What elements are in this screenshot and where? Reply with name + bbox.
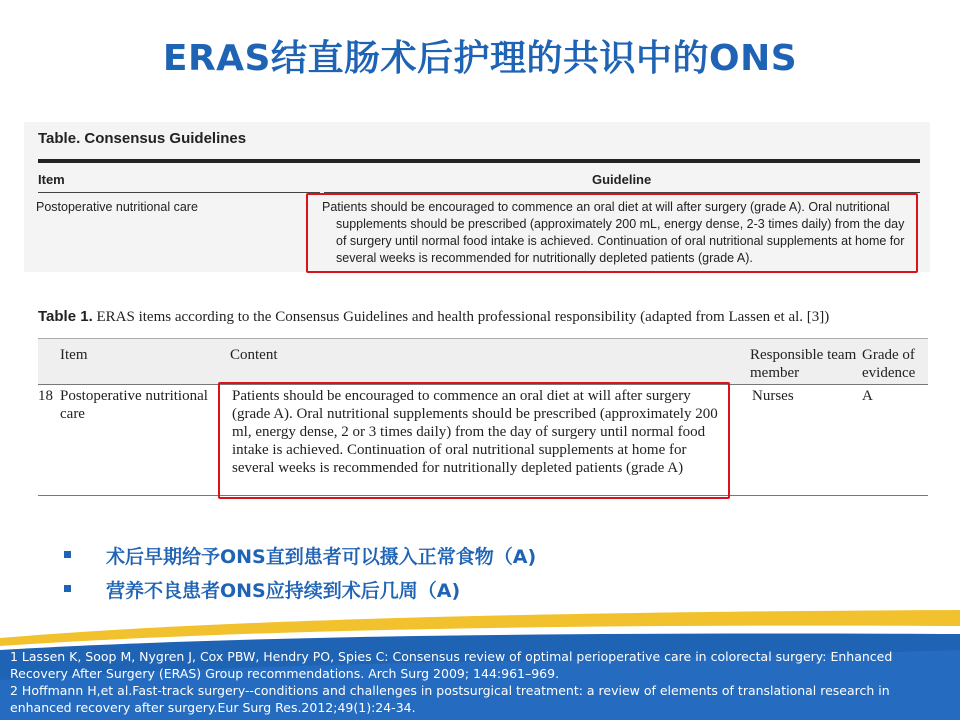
eras-table-caption — [38, 308, 938, 326]
highlight-box — [218, 382, 730, 499]
bullet-text: 术后早期给予ONS直到患者可以摄入正常食物（A) — [106, 546, 537, 568]
eras-row-responsible: Nurses — [752, 388, 794, 404]
consensus-row-item: Postoperative nutritional care — [36, 200, 198, 214]
eras-table-caption-label: Table 1. — [38, 308, 93, 325]
eras-header-content: Content — [230, 347, 278, 363]
slide-title: ERAS结直肠术后护理的共识中的ONS — [162, 38, 798, 79]
references — [10, 648, 910, 716]
consensus-table-caption: Table. Consensus Guidelines — [38, 130, 247, 147]
eras-table-caption-text: ERAS items according to the Consensus Guidelines and health professional responsibility (adapted from Lassen et al. [3]) — [92, 309, 830, 325]
eras-row-number: 18 — [38, 388, 53, 404]
eras-row-grade: A — [862, 388, 873, 404]
consensus-row-guideline: Patients should be encouraged to commence an oral diet at will after surgery (grade A). Oral nutritional supplements should be prescribed (approximately 200 mL, energy dense, 2-3 times daily) from the day of surgery until normal food intake is achieved. Continuation of oral nutritional supplements at home for several weeks is recommended for nutritionally depleted patients (grade A). — [322, 200, 905, 265]
eras-row-content: Patients should be encouraged to commence an oral diet at will after surgery (grade A). Oral nutritional supplements should be prescribed (approximately 200 ml, energy dense, 2 or 3 times daily) from the day of surgery until normal food intake is achieved. Continuation of oral nutritional supplements at home for several weeks is recommended for nutritionally depleted patients (grade A) — [232, 388, 718, 476]
bullet-item — [60, 542, 920, 576]
bullet-square-icon — [64, 551, 71, 558]
table-rule — [38, 159, 920, 163]
table-rule — [38, 192, 320, 193]
highlight-box — [306, 193, 918, 273]
eras-row-item: Postoperative nutritional care — [60, 388, 208, 422]
table-rule — [38, 338, 928, 339]
consensus-header-guideline: Guideline — [592, 172, 652, 187]
eras-header-item: Item — [60, 347, 88, 363]
reference-item: 1 Lassen K, Soop M, Nygren J, Cox PBW, Hendry PO, Spies C: Consensus review of optimal perioperative care in colorectal surgery: Enhanced Recovery After Surgery (ERAS) Group recommendations. Arch Surg 2009; 144:961–969. — [10, 649, 893, 681]
reference-item: 2 Hoffmann H,et al.Fast-track surgery--conditions and challenges in postsurgical treatment: a review of elements of translational research in enhanced recovery after surgery.Eur Surg Res.2012;49(1):24-34. — [10, 683, 890, 715]
eras-header-grade: Grade of evidence — [862, 347, 916, 381]
eras-header-responsible: Responsible team member — [750, 347, 857, 381]
bullet-text: 营养不良患者ONS应持续到术后几周（A) — [106, 580, 461, 602]
consensus-header-item: Item — [38, 172, 65, 187]
